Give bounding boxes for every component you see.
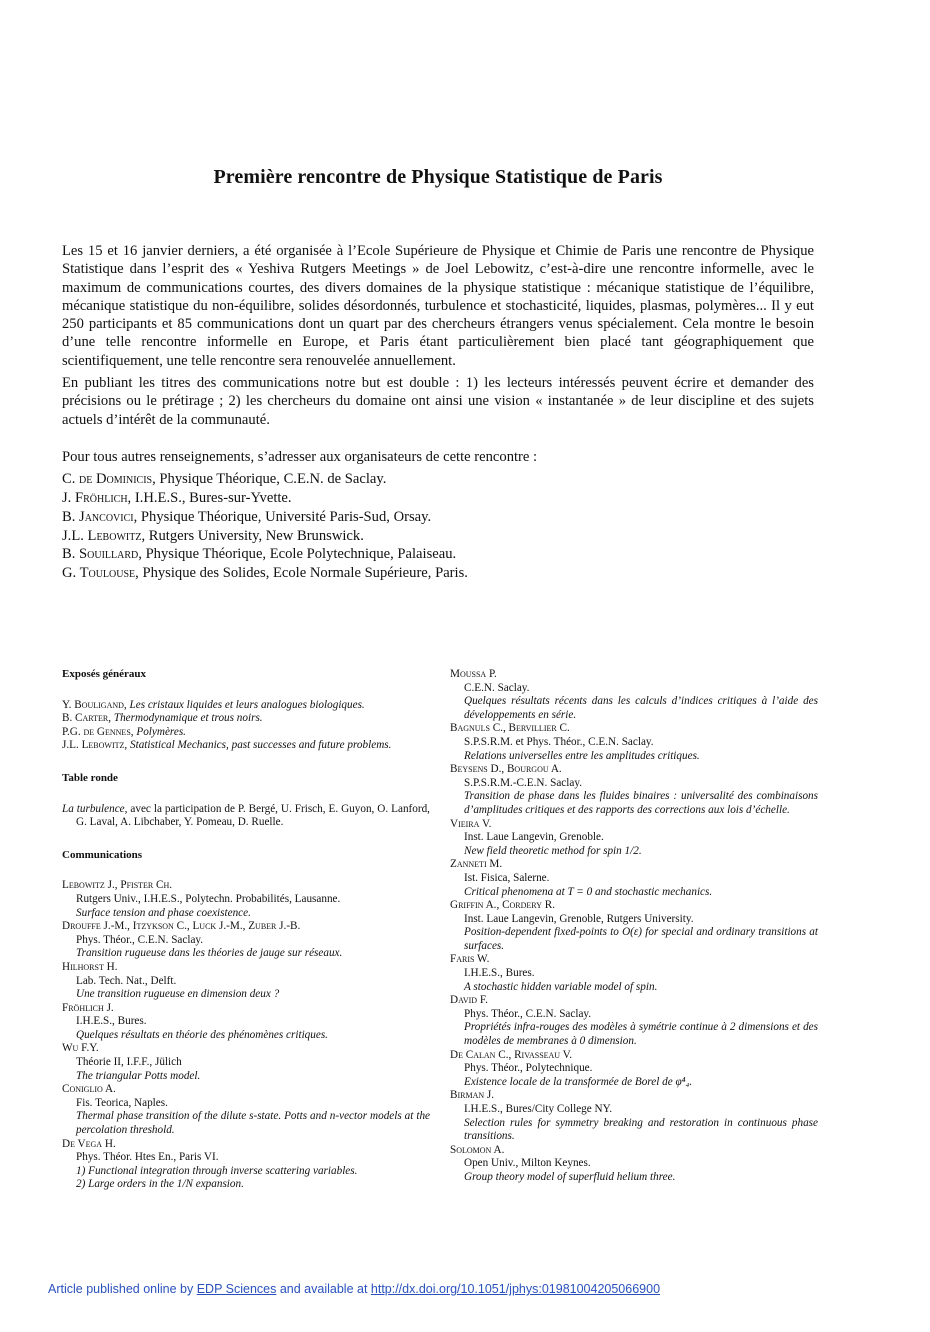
table-ronde-text: La turbulence, avec la participation de P. Bergé, U. Frisch, E. Guyon, O. Lanford, G. Laval, A. Libchaber, Y. Pomeau, D. Ruelle.: [62, 802, 430, 829]
introduction: [62, 242, 814, 583]
organizer-item: C. de Dominicis, Physique Théorique, C.E.N. de Saclay.: [62, 471, 387, 488]
intro-paragraph-1: Les 15 et 16 janvier derniers, a été organisée à l’Ecole Supérieure de Physique et Chimie de Paris une rencontre de Physique Statistique dans l’esprit des « Yeshiva Rutgers Meetings » de Joel Lebowitz, c’est-à-dire une rencontre informelle, avec le maximum de communications courtes, des divers domaines de la physique statistique : mécanique statistique de l’équilibre, mécanique statistique du non-équilibre, solides désordonnés, turbulence et stochasticité, liquides, plasmas, polymères... Il y eut 250 participants et 85 communications dont un quart par des chercheurs étrangers venus spécialement. Cela montre le besoin d’une telle rencontre informelle en Europe, et Paris étant particulièrement bien placé tant géographiquement que scientifiquement, une telle rencontre sera renouvelée annuellement.: [62, 243, 814, 369]
communication-item: Vieira V. Inst. Laue Langevin, Grenoble. New field theoretic method for spin 1/2.: [450, 817, 642, 857]
left-column: [62, 668, 430, 1192]
communication-item: Zanneti M. Ist. Fisica, Salerne. Critical phenomena at T = 0 and stochastic mechanics.: [450, 858, 713, 898]
expose-item: B. Carter, Thermodynamique et trous noirs.: [62, 712, 263, 725]
communication-item: Fröhlich J. I.H.E.S., Bures. Quelques résultats en théorie des phénomènes critiques.: [62, 1001, 328, 1041]
right-column: [450, 668, 818, 1185]
organizer-item: J.L. Lebowitz, Rutgers University, New Brunswick.: [62, 527, 364, 544]
expose-item: P.G. de Gennes, Polymères.: [62, 725, 186, 738]
communication-item: Griffin A., Cordery R. Inst. Laue Langevin, Grenoble, Rutgers University. Position-dependent fixed-points to O(ε) for special and ordinary transitions at surfaces.: [450, 899, 818, 952]
intro-paragraph-2: En publiant les titres des communications notre but est double : 1) les lecteurs intéressés peuvent écrire et demander des précisions ou le prétirage ; 2) les chercheurs du domaine ont ainsi une vision « instantanée » de leur discipline et des sujets actuels d’intérêt de la communauté.: [62, 375, 814, 428]
organizer-item: B. Jancovici, Physique Théorique, Université Paris-Sud, Orsay.: [62, 508, 432, 525]
expose-item: J.L. Lebowitz, Statistical Mechanics, past successes and future problems.: [62, 739, 392, 752]
communication-item: Hilhorst H. Lab. Tech. Nat., Delft. Une transition rugueuse en dimension deux ?: [62, 960, 280, 1001]
doi-link[interactable]: http://dx.doi.org/10.1051/jphys:01981004205066900: [370, 1282, 661, 1296]
publication-footer: Article published online by EDP Sciences and available at http://dx.doi.org/10.1051/jphys:01981004205066900: [48, 1282, 661, 1296]
communication-item: Beysens D., Bourgou A. S.P.S.R.M.-C.E.N. Saclay. Transition de phase dans les fluides binaires : universalité des combinaisons d’amplitudes critiques et des rapports des corrections aux lois d’échelle.: [450, 763, 818, 816]
organizer-list: [62, 470, 814, 583]
edp-sciences-link[interactable]: EDP Sciences: [196, 1282, 277, 1296]
communication-item: David F. Phys. Théor., C.E.N. Saclay. Propriétés infra-rouges des modèles à symétrie continue à 2 dimensions et des modèles de membranes à 0 dimension.: [450, 994, 818, 1048]
communication-item: Lebowitz J., Pfister Ch. Rutgers Univ., I.H.E.S., Polytechn. Probabilités, Lausanne. Surface tension and phase coexistence.: [62, 879, 341, 919]
communication-item: Birman J. I.H.E.S., Bures/City College NY. Selection rules for symmetry breaking and restoration in continuous phase transitions.: [450, 1089, 818, 1143]
exposes-heading: Exposés généraux: [62, 668, 147, 680]
organizer-item: G. Toulouse, Physique des Solides, Ecole Normale Supérieure, Paris.: [62, 565, 468, 582]
expose-item: Y. Bouligand, Les cristaux liquides et leurs analogues biologiques.: [62, 698, 365, 711]
communication-item: De Vega H. Phys. Théor. Htes En., Paris VI. 1) Functional integration through inverse scattering variables. 2) Large orders in the 1/N expansion.: [62, 1137, 358, 1191]
communication-item: Moussa P. C.E.N. Saclay. Quelques résultats récents dans les calculs d’indices critiques à l’aide des développements en série.: [450, 668, 818, 721]
communication-item: Wu F.Y. Théorie II, I.F.F., Jülich The triangular Potts model.: [62, 1042, 201, 1082]
contact-lead: Pour tous autres renseignements, s’adresser aux organisateurs de cette rencontre :: [62, 448, 538, 465]
communication-item: Bagnuls C., Bervillier C. S.P.S.R.M. et Phys. Théor., C.E.N. Saclay. Relations universelles entre les amplitudes critiques.: [450, 722, 700, 762]
communication-item: Faris W. I.H.E.S., Bures. A stochastic hidden variable model of spin.: [450, 953, 658, 993]
organizer-item: B. Souillard, Physique Théorique, Ecole Polytechnique, Palaiseau.: [62, 546, 457, 563]
organizer-item: J. Fröhlich, I.H.E.S., Bures-sur-Yvette.: [62, 490, 292, 507]
article-title: Première rencontre de Physique Statistique de Paris: [213, 166, 663, 188]
communication-item: Solomon A. Open Univ., Milton Keynes. Group theory model of superfluid helium three.: [450, 1143, 676, 1183]
communications-heading: Communications: [62, 848, 143, 861]
table-ronde-heading: Table ronde: [62, 771, 118, 784]
communication-item: De Calan C., Rivasseau V. Phys. Théor., Polytechnique. Existence locale de la transformée de Borel de φ⁴₄.: [450, 1048, 693, 1088]
communication-item: Drouffe J.-M., Itzykson C., Luck J.-M., Zuber J.-B. Phys. Théor., C.E.N. Saclay. Transition rugueuse dans les théories de jauge sur réseaux.: [62, 920, 343, 960]
communication-item: Coniglio A. Fis. Teorica, Naples. Thermal phase transition of the dilute s-state. Potts and n-vector models at the percolation threshold.: [62, 1083, 430, 1137]
